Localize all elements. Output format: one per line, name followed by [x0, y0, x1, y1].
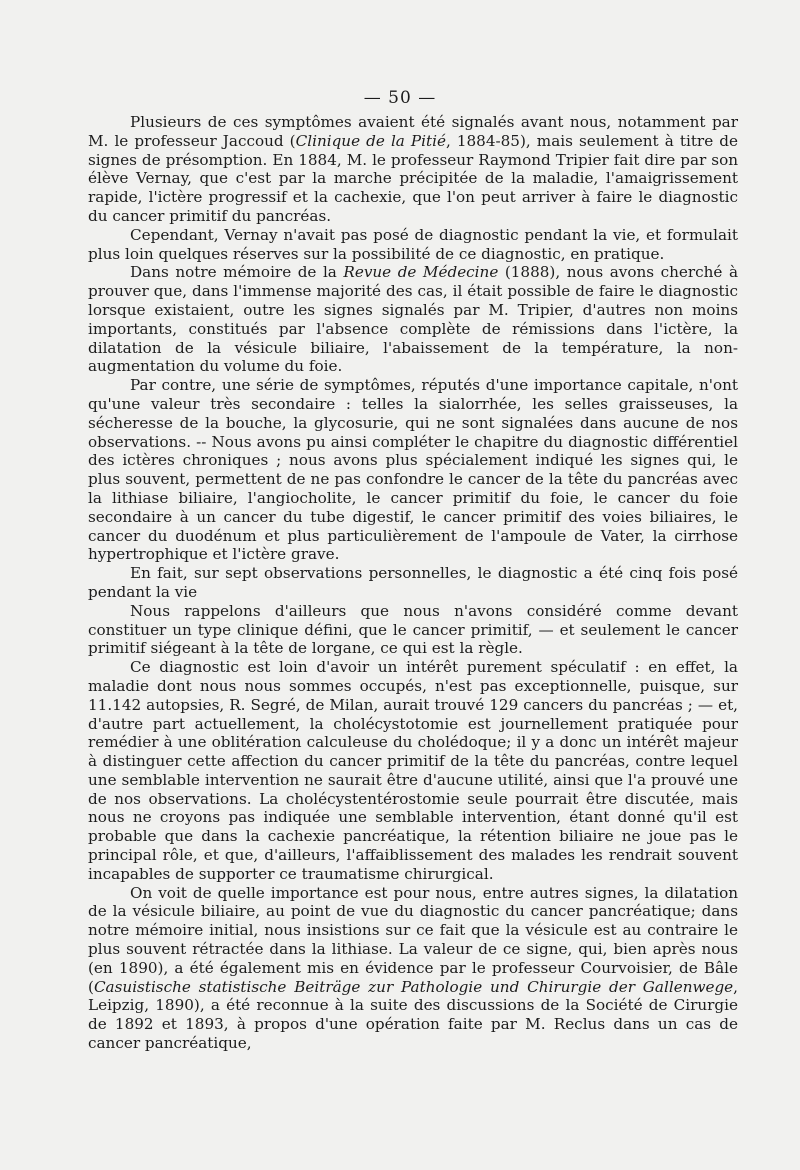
text-run: Cependant, Vernay n'avait pas posé de diagnostic pendant la vie, et formulait plus loin quelques réserves sur la possibilité de ce diagnostic, en pratique.	[88, 225, 738, 263]
text-run: Nous rappelons d'ailleurs que nous n'avons considéré comme devant constituer un type clinique défini, que le cancer primitif, — et seulement le cancer primitif siégeant à la tête de lorgane, ce qui est la règle.	[88, 601, 738, 658]
paragraph-7	[88, 658, 738, 884]
text-run: Plusieurs de ces symptômes avaient été signalés avant nous, notamment par M. le professeur Jaccoud (	[88, 113, 738, 150]
paragraph-8	[88, 884, 738, 1053]
page-number: — 50 —	[363, 88, 437, 108]
paragraph-1	[88, 113, 738, 226]
text-run: , 1884-85), mais seulement à titre de signes de présomption. En 1884, M. le professeur Raymond Tripier fait dire par son élève Vernay, que c'est par la marche précipitée de la maladie, l'amaigrissement rapide, l'ictère progressif et la cachexie, que l'on peut arriver à faire le diagnostic du cancer primitif du pancréas.	[88, 131, 738, 225]
italic-citation: Revue de Médecine	[343, 263, 499, 282]
text-run: Ce diagnostic est loin d'avoir un intérêt purement spéculatif : en effet, la maladie dont nous nous sommes occupés, n'est pas exceptionnelle, puisque, sur 11.142 autopsies, R. Segré, de Milan, aurait trouvé 129 cancers du pancréas ; — et, d'autre part actuellement, la cholécystotomie est journellement pratiquée pour remédier à une oblitération calculeuse du cholédoque; il y a donc un intérêt majeur à distinguer cette affection du cancer primitif de la tête du pancréas, contre lequel une semblable intervention ne saurait être d'aucune utilité, ainsi que l'a prouvé une de nos observations. La cholécystentérostomie seule pourrait être discutée, mais nous ne croyons pas indiquée une semblable intervention, étant donné qu'il est probable que dans la cachexie pancréatique, la rétention biliaire ne joue pas le principal rôle, et que, d'ailleurs, l'affaiblissement des malades les rendrait souvent incapables de supporter ce traumatisme chirurgical.	[88, 658, 738, 883]
paragraph-6	[88, 602, 738, 658]
text-run: On voit de quelle importance est pour nous, entre autres signes, la dilatation de la vésicule biliaire, au point de vue du diagnostic du cancer pancréatique; dans notre mémoire initial, nous insistions sur ce fait que la vésicule est au contraire le plus souvent rétractée dans la lithiase. La valeur de ce signe, qui, bien après nous (en 1890), a été également mis en évidence par le professeur Courvoisier, de Bâle (	[88, 883, 738, 996]
text-run: (1888), nous avons cherché à prouver que, dans l'immense majorité des cas, il était possible de faire le diagnostic lorsque existaient, outre les signes signalés par M. Tripier, d'autres non moins importants, constitués par l'absence complète de rémissions dans l'ictère, la dilatation de la vésicule biliaire, l'abaissement de la température, la non-augmentation du volume du foie.	[88, 263, 738, 376]
italic-citation: Clinique de la Pitié	[295, 131, 446, 150]
text-run: En fait, sur sept observations personnelles, le diagnostic a été cinq fois posé pendant la vie	[88, 564, 738, 601]
paragraph-5	[88, 564, 738, 602]
paragraph-3	[88, 263, 738, 376]
text-run: Par contre, une série de symptômes, réputés d'une importance capitale, n'ont qu'une valeur très secondaire : telles la sialorrhée, les selles graisseuses, la sécheresse de la bouche, la glycosurie, qui ne sont signalées dans aucune de nos observations. -- Nous avons pu ainsi compléter le chapitre du diagnostic différentiel des ictères chroniques ; nous avons plus spécialement indiqué les signes qui, le plus souvent, permettent de ne pas confondre le cancer de la tête du pancréas avec la lithiase biliaire, l'angiocholite, le cancer primitif du foie, le cancer du foie secondaire à un cancer du tube digestif, le cancer primitif des voies biliaires, le cancer du duodénum et plus particulièrement de l'ampoule de Vater, la cirrhose hypertrophique et l'ictère grave.	[88, 376, 738, 564]
text-run: , Leipzig, 1890), a été reconnue à la suite des discussions de la Société de Cirurgie de 1892 et 1893, à propos d'une opération faite par M. Reclus dans un cas de cancer pancréatique,	[88, 977, 738, 1053]
text-body	[88, 113, 738, 1053]
paragraph-2	[88, 226, 738, 264]
italic-citation: Casuistische statistische Beiträge zur Pathologie und Chirurgie der Gallenwege	[93, 977, 734, 996]
text-run: Dans notre mémoire de la	[130, 263, 344, 282]
paragraph-4	[88, 376, 738, 564]
